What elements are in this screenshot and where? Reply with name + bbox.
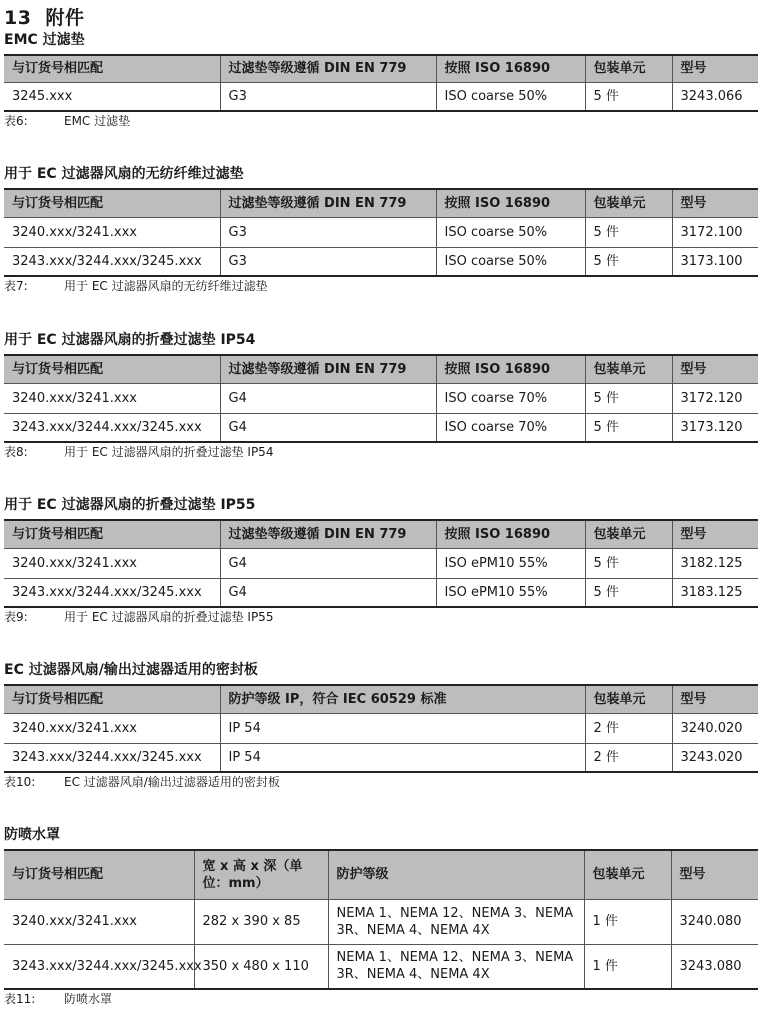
column-header: 与订货号相匹配 xyxy=(4,355,220,383)
table-cell: 3182.125 xyxy=(672,548,758,578)
table-caption xyxy=(4,445,758,459)
table-cell: 3243.xxx/3244.xxx/3245.xxx xyxy=(4,413,220,442)
table-cell: 3172.100 xyxy=(672,217,758,247)
table-cell: 5 件 xyxy=(585,413,672,442)
table-cell: ISO coarse 70% xyxy=(436,383,585,413)
column-header: 型号 xyxy=(672,520,758,548)
section-4 xyxy=(4,496,758,624)
section-2 xyxy=(4,165,758,293)
column-header: 与订货号相匹配 xyxy=(4,520,220,548)
caption-text: 防喷水罩 xyxy=(64,992,113,1006)
table-header-row xyxy=(4,520,758,548)
table-cell: 3172.120 xyxy=(672,383,758,413)
section-3 xyxy=(4,331,758,459)
table-row xyxy=(4,217,758,247)
column-header: 包装单元 xyxy=(585,355,672,383)
table-cell: 3243.xxx/3244.xxx/3245.xxx xyxy=(4,578,220,607)
table-cell: NEMA 1、NEMA 12、NEMA 3、NEMA 3R、NEMA 4、NEMA 4X xyxy=(328,944,584,989)
table-cell: G4 xyxy=(220,413,436,442)
table-header-row xyxy=(4,55,758,82)
section-title: 用于 EC 过滤器风扇的折叠过滤垫 IP54 xyxy=(4,332,256,348)
chapter-number: 13 xyxy=(4,7,32,29)
caption-label: 表11: xyxy=(4,992,36,1006)
table-header-row xyxy=(4,850,758,899)
table-cell: 2 件 xyxy=(585,743,672,772)
table-caption xyxy=(4,992,758,1006)
table-cell: IP 54 xyxy=(220,743,585,772)
caption-label: 表8: xyxy=(4,445,28,459)
table-cell: G4 xyxy=(220,578,436,607)
table-cell: ISO ePM10 55% xyxy=(436,548,585,578)
table-cell: 3243.xxx/3244.xxx/3245.xxx xyxy=(4,944,194,989)
table-cell: 3243.080 xyxy=(671,944,758,989)
column-header: 包装单元 xyxy=(585,520,672,548)
table-cell: 2 件 xyxy=(585,713,672,743)
table-cell: 282 x 390 x 85 xyxy=(194,899,328,944)
section-title: EC 过滤器风扇/输出过滤器适用的密封板 xyxy=(4,662,258,678)
section-1 xyxy=(4,31,758,128)
column-header: 与订货号相匹配 xyxy=(4,55,220,82)
column-header: 按照 ISO 16890 xyxy=(436,55,585,82)
caption-label: 表7: xyxy=(4,279,28,293)
column-header: 按照 ISO 16890 xyxy=(436,520,585,548)
column-header: 型号 xyxy=(672,685,758,713)
spec-table xyxy=(4,849,758,990)
table-cell: 3240.020 xyxy=(672,713,758,743)
table-cell: 5 件 xyxy=(585,383,672,413)
table-cell: 1 件 xyxy=(584,899,671,944)
table-cell: 3240.080 xyxy=(671,899,758,944)
column-header: 与订货号相匹配 xyxy=(4,850,194,899)
table-cell: 3240.xxx/3241.xxx xyxy=(4,899,194,944)
table-cell: 3243.xxx/3244.xxx/3245.xxx xyxy=(4,743,220,772)
section-5 xyxy=(4,661,758,789)
table-cell: 5 件 xyxy=(585,578,672,607)
spec-table xyxy=(4,54,758,112)
table-row xyxy=(4,413,758,442)
table-cell: 350 x 480 x 110 xyxy=(194,944,328,989)
table-cell: G4 xyxy=(220,548,436,578)
column-header: 过滤垫等级遵循 DIN EN 779 xyxy=(220,355,436,383)
spec-table xyxy=(4,684,758,773)
column-header: 包装单元 xyxy=(585,189,672,217)
table-row xyxy=(4,713,758,743)
table-cell: 3245.xxx xyxy=(4,82,220,111)
table-cell: ISO ePM10 55% xyxy=(436,578,585,607)
table-cell: ISO coarse 50% xyxy=(436,217,585,247)
column-header: 型号 xyxy=(671,850,758,899)
column-header: 包装单元 xyxy=(584,850,671,899)
table-caption xyxy=(4,775,758,789)
caption-text: EC 过滤器风扇/输出过滤器适用的密封板 xyxy=(64,775,280,789)
table-row xyxy=(4,383,758,413)
spec-table xyxy=(4,519,758,608)
column-header: 过滤垫等级遵循 DIN EN 779 xyxy=(220,520,436,548)
column-header: 型号 xyxy=(672,55,758,82)
table-cell: 3243.xxx/3244.xxx/3245.xxx xyxy=(4,247,220,276)
table-cell: 3243.020 xyxy=(672,743,758,772)
table-cell: G4 xyxy=(220,383,436,413)
caption-label: 表10: xyxy=(4,775,36,789)
table-cell: IP 54 xyxy=(220,713,585,743)
column-header: 包装单元 xyxy=(585,55,672,82)
table-cell: 3240.xxx/3241.xxx xyxy=(4,383,220,413)
table-cell: G3 xyxy=(220,217,436,247)
column-header: 包装单元 xyxy=(585,685,672,713)
section-title: EMC 过滤垫 xyxy=(4,32,85,48)
table-caption xyxy=(4,114,758,128)
section-title: 用于 EC 过滤器风扇的折叠过滤垫 IP55 xyxy=(4,497,256,513)
column-header: 按照 ISO 16890 xyxy=(436,189,585,217)
spec-table xyxy=(4,354,758,443)
table-cell: 3240.xxx/3241.xxx xyxy=(4,713,220,743)
table-header-row xyxy=(4,685,758,713)
table-row xyxy=(4,899,758,944)
table-cell: 3173.100 xyxy=(672,247,758,276)
column-header: 防护等级 IP，符合 IEC 60529 标准 xyxy=(220,685,585,713)
table-caption xyxy=(4,610,758,624)
table-cell: 5 件 xyxy=(585,548,672,578)
table-row xyxy=(4,82,758,111)
table-row xyxy=(4,743,758,772)
table-row xyxy=(4,548,758,578)
table-row xyxy=(4,944,758,989)
table-row xyxy=(4,247,758,276)
column-header: 与订货号相匹配 xyxy=(4,685,220,713)
table-caption xyxy=(4,279,758,293)
table-row xyxy=(4,578,758,607)
table-cell: 3173.120 xyxy=(672,413,758,442)
document-page xyxy=(4,6,758,1006)
caption-text: 用于 EC 过滤器风扇的折叠过滤垫 IP55 xyxy=(64,610,274,624)
table-cell: 5 件 xyxy=(585,217,672,247)
column-header: 过滤垫等级遵循 DIN EN 779 xyxy=(220,189,436,217)
table-cell: ISO coarse 70% xyxy=(436,413,585,442)
caption-label: 表9: xyxy=(4,610,28,624)
table-cell: 3240.xxx/3241.xxx xyxy=(4,548,220,578)
table-cell: G3 xyxy=(220,82,436,111)
column-header: 过滤垫等级遵循 DIN EN 779 xyxy=(220,55,436,82)
caption-text: EMC 过滤垫 xyxy=(64,114,131,128)
table-cell: 3183.125 xyxy=(672,578,758,607)
caption-text: 用于 EC 过滤器风扇的无纺纤维过滤垫 xyxy=(64,279,268,293)
table-cell: 3240.xxx/3241.xxx xyxy=(4,217,220,247)
column-header: 型号 xyxy=(672,189,758,217)
table-cell: 5 件 xyxy=(585,247,672,276)
table-cell: 3243.066 xyxy=(672,82,758,111)
column-header: 与订货号相匹配 xyxy=(4,189,220,217)
column-header: 宽 x 高 x 深（单位：mm） xyxy=(194,850,328,899)
table-cell: ISO coarse 50% xyxy=(436,82,585,111)
column-header: 型号 xyxy=(672,355,758,383)
section-title: 用于 EC 过滤器风扇的无纺纤维过滤垫 xyxy=(4,166,244,182)
spec-table xyxy=(4,188,758,277)
table-cell: 5 件 xyxy=(585,82,672,111)
table-cell: NEMA 1、NEMA 12、NEMA 3、NEMA 3R、NEMA 4、NEMA 4X xyxy=(328,899,584,944)
chapter-title: 附件 xyxy=(45,7,85,29)
section-title: 防喷水罩 xyxy=(4,827,60,843)
section-6 xyxy=(4,826,758,1006)
caption-label: 表6: xyxy=(4,114,28,128)
caption-text: 用于 EC 过滤器风扇的折叠过滤垫 IP54 xyxy=(64,445,274,459)
table-cell: ISO coarse 50% xyxy=(436,247,585,276)
chapter-heading xyxy=(4,6,758,30)
table-cell: G3 xyxy=(220,247,436,276)
column-header: 按照 ISO 16890 xyxy=(436,355,585,383)
table-header-row xyxy=(4,189,758,217)
table-cell: 1 件 xyxy=(584,944,671,989)
column-header: 防护等级 xyxy=(328,850,584,899)
table-header-row xyxy=(4,355,758,383)
